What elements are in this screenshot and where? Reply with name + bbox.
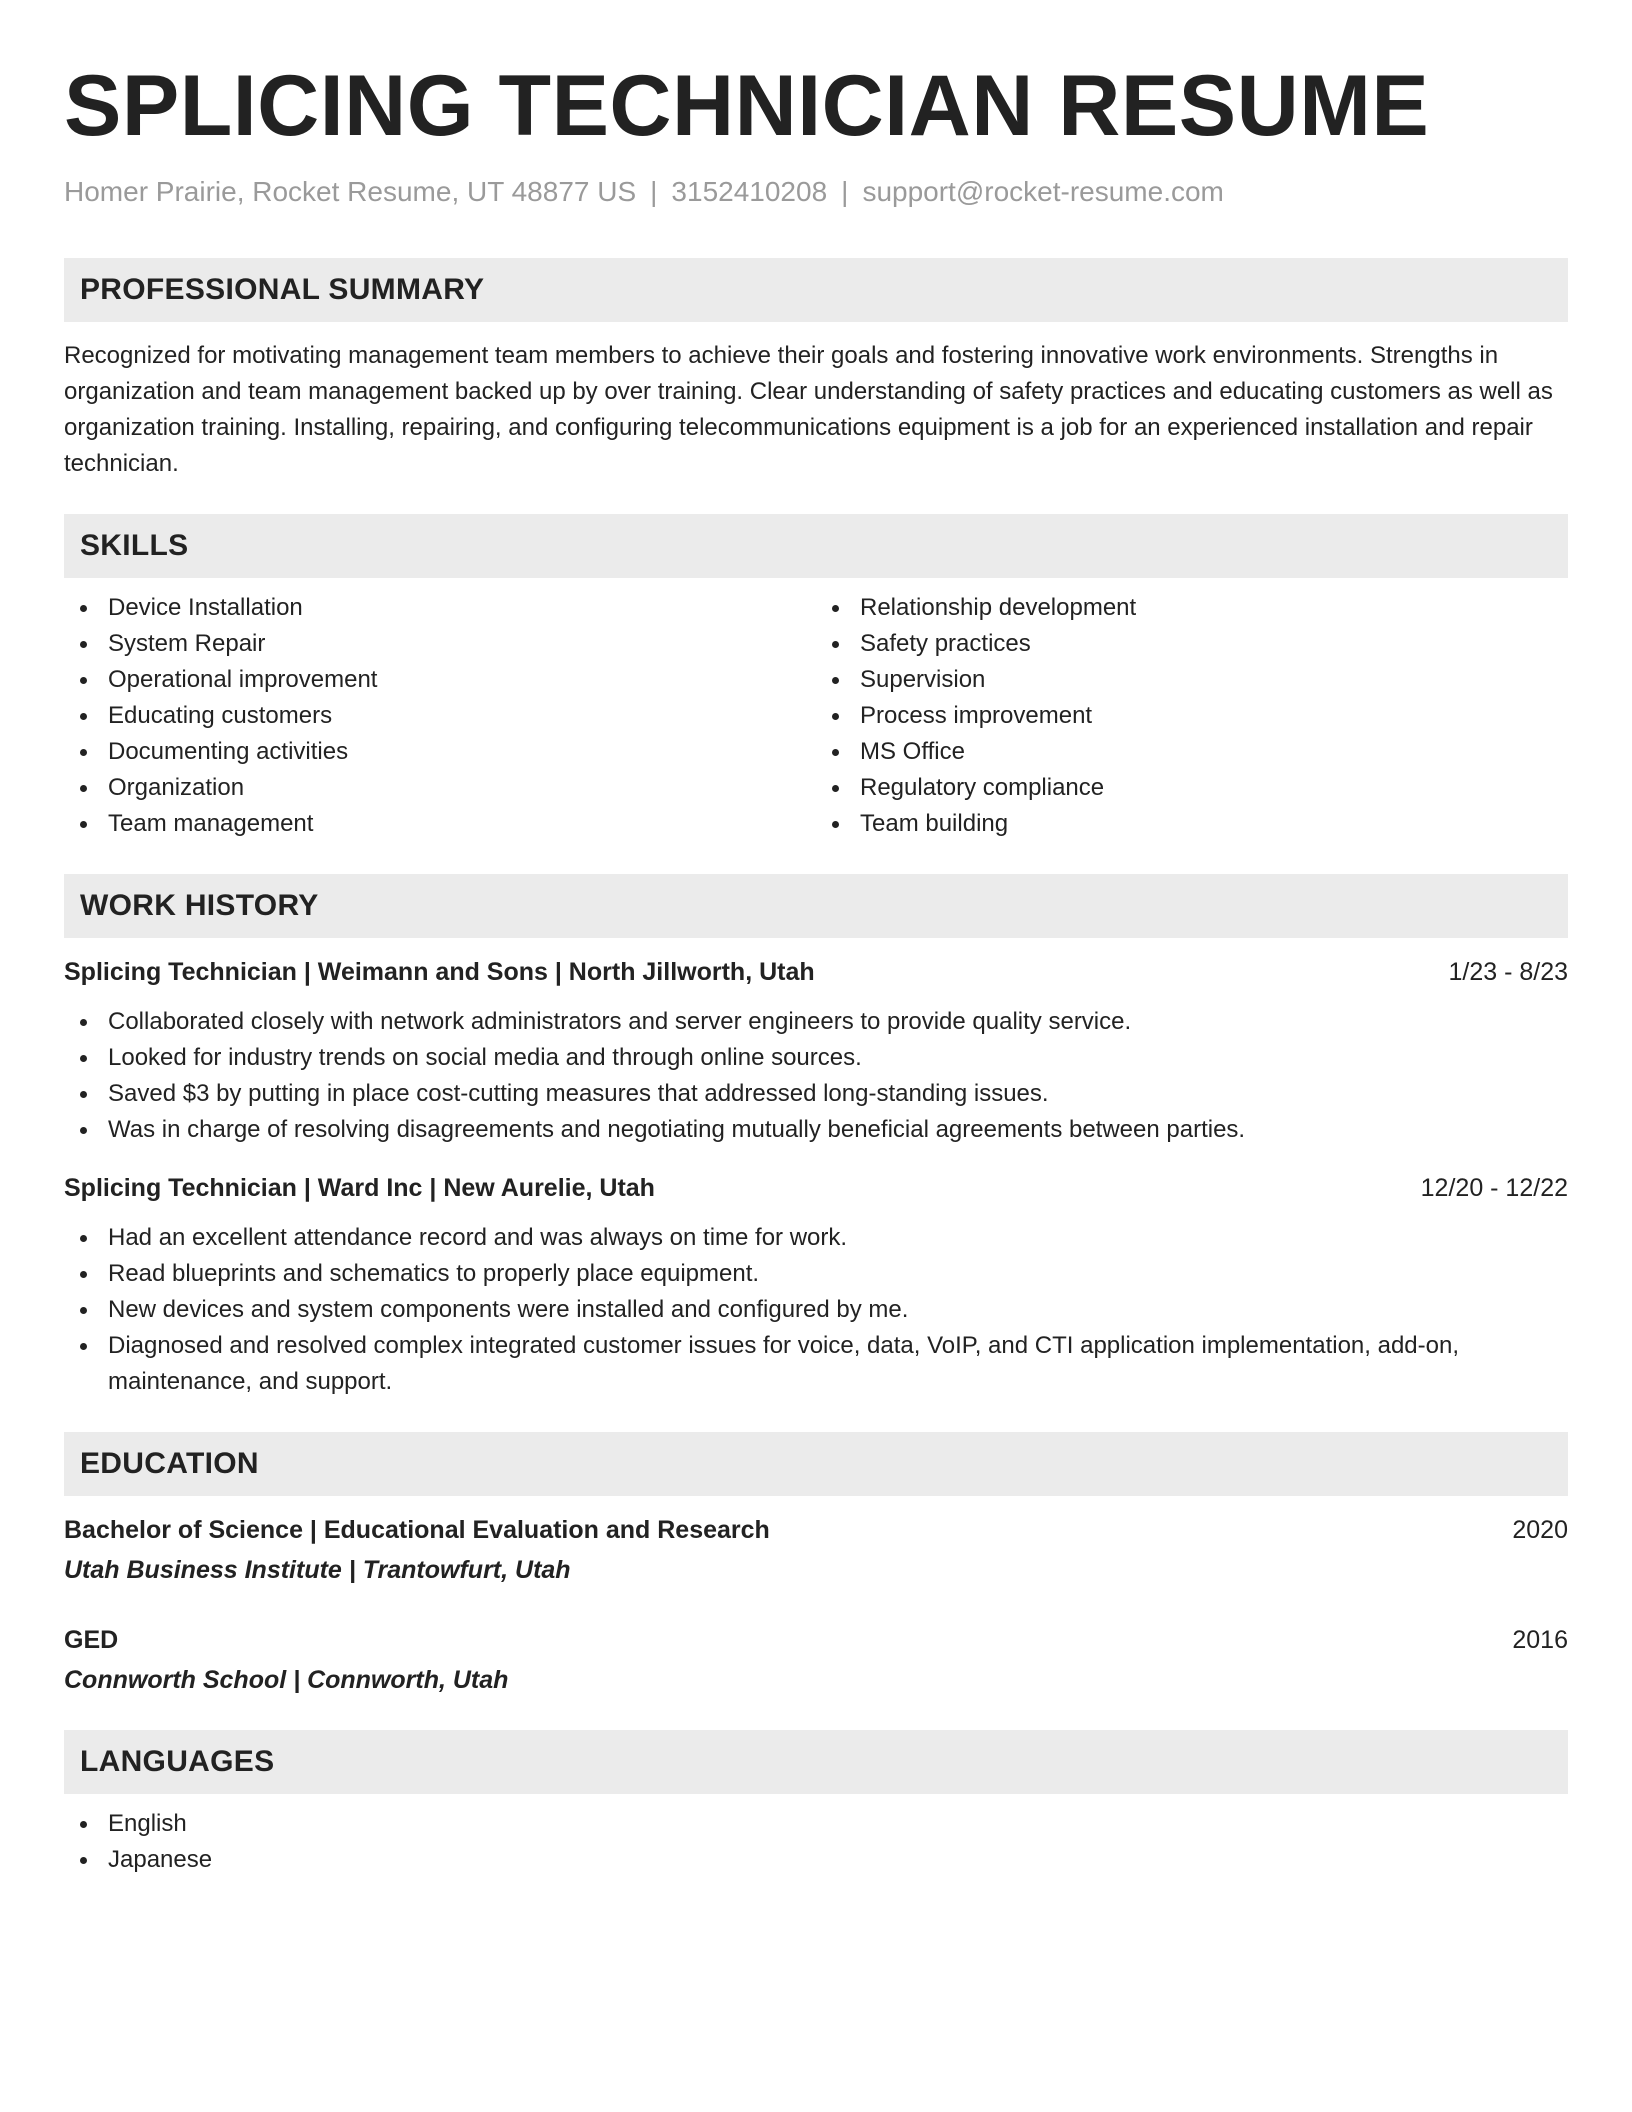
- job-bullets: [64, 1004, 1568, 1148]
- job-bullet-text: Saved $3 by putting in place cost-cutting measures that addressed long-standing issues.: [108, 1080, 1049, 1107]
- bullet-icon: [80, 1055, 87, 1062]
- skills-heading: SKILLS: [64, 514, 1568, 578]
- skill-label: Relationship development: [860, 594, 1137, 621]
- skill-item: [64, 806, 816, 842]
- languages-list: [64, 1806, 1568, 1878]
- education-header: [64, 1512, 1568, 1548]
- education-entry: [64, 1622, 1568, 1698]
- skill-label: Educating customers: [108, 702, 333, 729]
- languages-section: [64, 1730, 1568, 1878]
- skill-item: [816, 626, 1568, 662]
- skills-section: [64, 514, 1568, 842]
- skill-item: [816, 806, 1568, 842]
- resume-title: SPLICING TECHNICIAN RESUME: [64, 58, 1430, 154]
- skill-label: Supervision: [860, 666, 986, 693]
- contact-email: support@rocket-resume.com: [862, 176, 1224, 207]
- summary-heading: PROFESSIONAL SUMMARY: [64, 258, 1568, 322]
- job-bullet-text: Had an excellent attendance record and was always on time for work.: [108, 1224, 848, 1251]
- bullet-icon: [80, 1857, 87, 1864]
- job-entry: [64, 954, 1568, 1148]
- bullet-icon: [80, 677, 87, 684]
- job-header: [64, 954, 1568, 990]
- bullet-icon: [80, 713, 87, 720]
- job-title: Splicing Technician | Weimann and Sons | North Jillworth, Utah: [64, 958, 815, 986]
- bullet-icon: [832, 641, 839, 648]
- job-bullets: [64, 1220, 1568, 1400]
- job-bullet-text: Was in charge of resolving disagreements and negotiating mutually beneficial agreements between parties.: [108, 1116, 1246, 1143]
- skill-label: Regulatory compliance: [860, 774, 1105, 801]
- education-year: 2016: [1512, 1626, 1568, 1654]
- education-school: Utah Business Institute | Trantowfurt, Utah: [64, 1556, 571, 1584]
- languages-heading: LANGUAGES: [64, 1730, 1568, 1794]
- summary-text: Recognized for motivating management team members to achieve their goals and fostering innovative work environments. Strengths in organization and team management backed up by over training. Clear understanding of safety practices and educating customers as well as organization training. Installing, repairing, and configuring telecommunications equipment is a job for an experienced installation and repair technician.: [64, 342, 1553, 477]
- skill-label: Device Installation: [108, 594, 303, 621]
- bullet-icon: [80, 1127, 87, 1134]
- job-dates: 12/20 - 12/22: [1420, 1174, 1568, 1202]
- job-bullet: [64, 1328, 1568, 1400]
- education-year: 2020: [1512, 1516, 1568, 1544]
- language-label: Japanese: [108, 1846, 213, 1873]
- language-label: English: [108, 1810, 187, 1837]
- skills-grid: [64, 590, 1568, 842]
- skill-label: Safety practices: [860, 630, 1031, 657]
- skill-item: [816, 698, 1568, 734]
- job-bullet-text: Diagnosed and resolved complex integrated customer issues for voice, data, VoIP, and CTI application implementation, add-on, maintenance, and support.: [108, 1332, 1459, 1395]
- education-school: Connworth School | Connworth, Utah: [64, 1666, 509, 1694]
- contact-address: Homer Prairie, Rocket Resume, UT 48877 US: [64, 176, 637, 207]
- skill-item: [816, 662, 1568, 698]
- skill-item: [64, 626, 816, 662]
- contact-separator: |: [650, 176, 658, 207]
- bullet-icon: [80, 641, 87, 648]
- bullet-icon: [80, 1091, 87, 1098]
- bullet-icon: [80, 1821, 87, 1828]
- language-item: [64, 1806, 1568, 1842]
- job-bullet: [64, 1112, 1568, 1148]
- summary-section: [64, 258, 1568, 482]
- education-heading: EDUCATION: [64, 1432, 1568, 1496]
- skill-label: System Repair: [108, 630, 266, 657]
- language-item: [64, 1842, 1568, 1878]
- bullet-icon: [80, 785, 87, 792]
- education-degree: GED: [64, 1626, 119, 1654]
- contact-line: [64, 174, 1568, 210]
- education-degree: Bachelor of Science | Educational Evaluation and Research: [64, 1516, 770, 1544]
- skill-label: Process improvement: [860, 702, 1093, 729]
- work-heading: WORK HISTORY: [64, 874, 1568, 938]
- job-bullet-text: New devices and system components were installed and configured by me.: [108, 1296, 909, 1323]
- bullet-icon: [832, 605, 839, 612]
- bullet-icon: [832, 713, 839, 720]
- skill-label: Team management: [108, 810, 314, 837]
- work-section: [64, 874, 1568, 1400]
- job-header: [64, 1170, 1568, 1206]
- bullet-icon: [80, 1019, 87, 1026]
- job-bullet: [64, 1292, 1568, 1328]
- skill-item: [64, 770, 816, 806]
- bullet-icon: [80, 1235, 87, 1242]
- bullet-icon: [80, 1271, 87, 1278]
- bullet-icon: [80, 821, 87, 828]
- education-header: [64, 1622, 1568, 1658]
- skill-label: Organization: [108, 774, 245, 801]
- job-bullet-text: Read blueprints and schematics to properly place equipment.: [108, 1260, 760, 1287]
- job-bullet: [64, 1004, 1568, 1040]
- job-bullet-text: Collaborated closely with network administrators and server engineers to provide quality service.: [108, 1008, 1132, 1035]
- bullet-icon: [832, 677, 839, 684]
- bullet-icon: [80, 1307, 87, 1314]
- skills-list-left: [64, 590, 816, 842]
- skills-list-right: [816, 590, 1568, 842]
- bullet-icon: [80, 1343, 87, 1350]
- skill-item: [64, 662, 816, 698]
- skill-item: [64, 698, 816, 734]
- skill-item: [816, 770, 1568, 806]
- contact-phone: 3152410208: [671, 176, 828, 207]
- bullet-icon: [832, 821, 839, 828]
- education-entry: [64, 1512, 1568, 1588]
- skill-label: Team building: [860, 810, 1009, 837]
- skill-item: [816, 590, 1568, 626]
- bullet-icon: [832, 749, 839, 756]
- education-section: [64, 1432, 1568, 1698]
- bullet-icon: [80, 605, 87, 612]
- job-bullet: [64, 1076, 1568, 1112]
- skill-item: [816, 734, 1568, 770]
- skill-label: Documenting activities: [108, 738, 349, 765]
- bullet-icon: [832, 785, 839, 792]
- skill-item: [64, 734, 816, 770]
- skill-label: MS Office: [860, 738, 965, 765]
- job-bullet: [64, 1220, 1568, 1256]
- bullet-icon: [80, 749, 87, 756]
- job-bullet: [64, 1040, 1568, 1076]
- job-bullet-text: Looked for industry trends on social media and through online sources.: [108, 1044, 862, 1071]
- job-entry: [64, 1170, 1568, 1400]
- skill-label: Operational improvement: [108, 666, 378, 693]
- contact-separator: |: [841, 176, 849, 207]
- skill-item: [64, 590, 816, 626]
- job-dates: 1/23 - 8/23: [1448, 958, 1568, 986]
- job-bullet: [64, 1256, 1568, 1292]
- job-title: Splicing Technician | Ward Inc | New Aurelie, Utah: [64, 1174, 655, 1202]
